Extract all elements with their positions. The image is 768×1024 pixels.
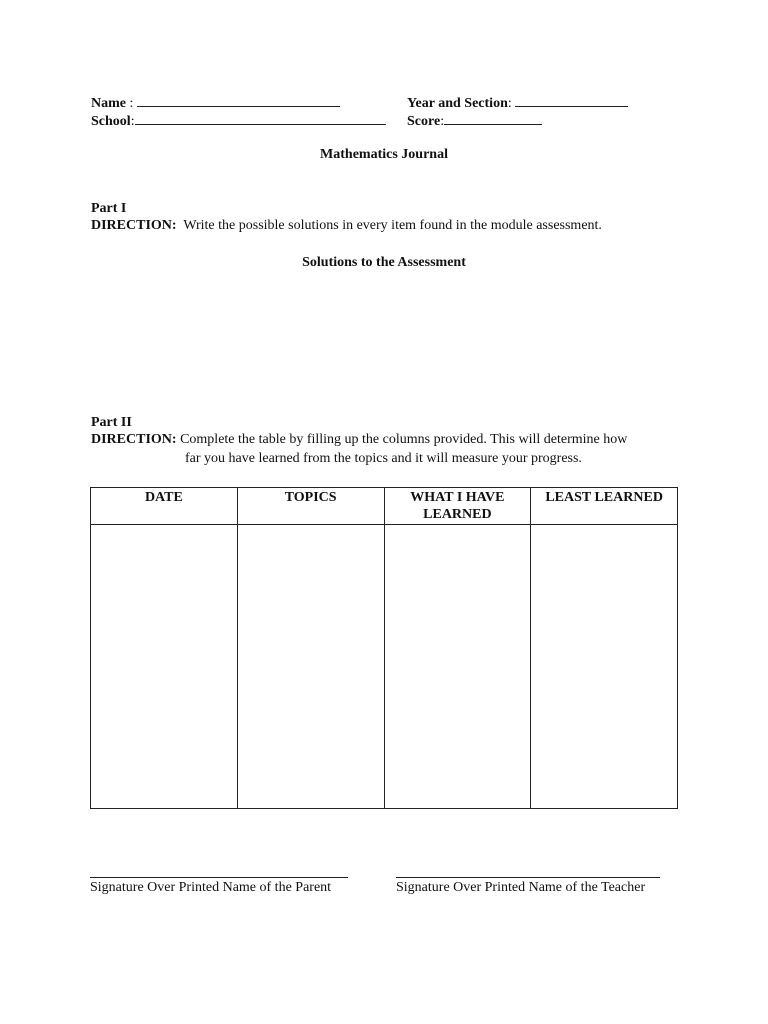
- journal-table: [90, 487, 678, 809]
- part2-direction-line1: Complete the table by filling up the columns provided. This will determine how: [180, 432, 628, 447]
- column-header-least-learned: LEAST LEARNED: [531, 488, 678, 525]
- school-separator: :: [130, 114, 135, 129]
- school-field[interactable]: [91, 112, 386, 130]
- parent-signature-line[interactable]: [90, 877, 348, 878]
- what-learned-cell[interactable]: [384, 525, 531, 809]
- part2-direction-label: DIRECTION:: [91, 432, 177, 447]
- school-label: School: [91, 114, 131, 129]
- part2-direction-line2: far you have learned from the topics and it will measure your progress.: [185, 451, 582, 466]
- year-section-blank[interactable]: [515, 94, 628, 107]
- column-header-what-learned: WHAT I HAVE LEARNED: [384, 488, 531, 525]
- name-label: Name: [91, 96, 126, 111]
- school-blank[interactable]: [135, 112, 386, 125]
- year-section-field[interactable]: [407, 94, 628, 112]
- score-field[interactable]: [407, 112, 542, 130]
- column-header-date: DATE: [91, 488, 238, 525]
- table-header-row: [91, 488, 678, 525]
- score-separator: :: [440, 114, 445, 129]
- table-row: [91, 525, 678, 809]
- score-label: Score: [407, 114, 441, 129]
- column-header-topics: TOPICS: [237, 488, 384, 525]
- name-field[interactable]: [91, 94, 340, 112]
- name-separator: :: [126, 96, 134, 111]
- topics-cell[interactable]: [237, 525, 384, 809]
- least-learned-cell[interactable]: [531, 525, 678, 809]
- part1-direction-text: Write the possible solutions in every item found in the module assessment.: [183, 218, 602, 233]
- page-title: Mathematics Journal: [320, 147, 448, 162]
- year-section-label: Year and Section: [407, 96, 508, 111]
- teacher-signature-label: Signature Over Printed Name of the Teacher: [396, 880, 646, 895]
- part1-direction: [91, 218, 602, 234]
- date-cell[interactable]: [91, 525, 238, 809]
- score-blank[interactable]: [444, 112, 542, 125]
- part1-heading: Part I: [91, 201, 127, 216]
- name-blank[interactable]: [137, 94, 340, 107]
- year-section-separator: :: [507, 96, 512, 111]
- part1-direction-label: DIRECTION:: [91, 218, 177, 233]
- part1-subheading: Solutions to the Assessment: [302, 255, 466, 270]
- part2-heading: Part II: [91, 415, 132, 430]
- parent-signature-label: Signature Over Printed Name of the Parent: [90, 880, 332, 895]
- part2-direction: [91, 432, 627, 448]
- teacher-signature-line[interactable]: [396, 877, 660, 878]
